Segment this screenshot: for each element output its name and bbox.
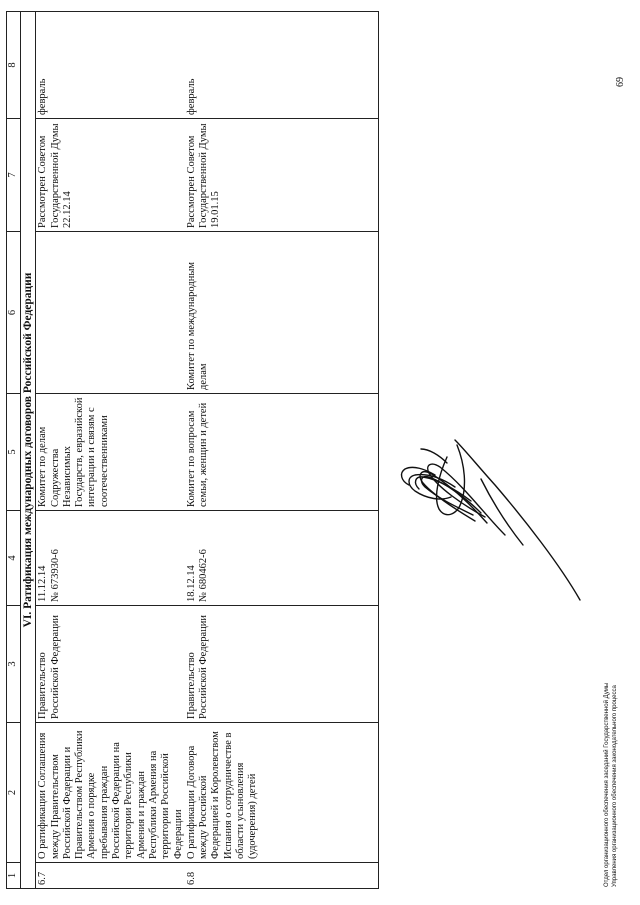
column-number: 3 bbox=[7, 606, 21, 723]
bill-term: февраль bbox=[36, 12, 185, 119]
bill-registration bbox=[36, 511, 185, 606]
page-number: 69 bbox=[615, 77, 626, 87]
column-number: 1 bbox=[7, 863, 21, 889]
bill-registration bbox=[185, 511, 379, 606]
bill-status: Рассмотрен Советом Государственной Думы 22.12.14 bbox=[36, 119, 185, 232]
signature-image bbox=[395, 435, 585, 605]
section-row bbox=[21, 12, 36, 889]
bill-initiator: Правительство Российской Федерации bbox=[185, 606, 379, 723]
section-title: VI. Ратификация международных договоров Российской Федерации bbox=[21, 12, 36, 889]
co-executor-committee bbox=[36, 232, 185, 394]
responsible-committee: Комитет по вопросам семьи, женщин и детей bbox=[185, 394, 379, 511]
responsible-committee: Комитет по делам Содружества Независимых Государств, евразийской интеграции и связям с соотечественниками bbox=[36, 394, 185, 511]
bill-number: № 680462-6 bbox=[198, 549, 210, 602]
column-number: 7 bbox=[7, 119, 21, 232]
document-footer bbox=[603, 683, 619, 887]
row-number: 6.7 bbox=[36, 863, 185, 889]
row-number: 6.8 bbox=[185, 863, 379, 889]
bill-title: О ратификации Соглашения между Правительством Российской Федерации и Правительством Республики Армения о порядке пребывания граждан Российской Федерации на территории Республики Армения и граждан Республики Армения на территории Российской Федерации bbox=[36, 723, 185, 863]
column-numbers-row bbox=[7, 12, 21, 889]
co-executor-committee: Комитет по международным делам bbox=[185, 232, 379, 394]
bill-term: февраль bbox=[185, 12, 379, 119]
column-number: 8 bbox=[7, 12, 21, 119]
column-number: 5 bbox=[7, 394, 21, 511]
bill-title: О ратификации Договора между Российской Федерацией и Королевством Испания о сотрудничестве в области усыновления (удочерения) детей bbox=[185, 723, 379, 863]
column-number: 6 bbox=[7, 232, 21, 394]
table-row bbox=[185, 12, 379, 889]
footer-line-2: Управления организационного обеспечения законодательного процесса bbox=[612, 685, 618, 887]
table-row bbox=[36, 12, 185, 889]
bill-date: 11.12.14 bbox=[37, 565, 49, 602]
column-number: 2 bbox=[7, 723, 21, 863]
bill-initiator: Правительство Российской Федерации bbox=[36, 606, 185, 723]
footer-line-1: Отдел организационного обеспечения заседаний Государственной Думы bbox=[604, 682, 610, 887]
bills-table bbox=[6, 11, 379, 889]
bill-date: 18.12.14 bbox=[185, 565, 197, 602]
bill-status: Рассмотрен Советом Государственной Думы 19.01.15 bbox=[185, 119, 379, 232]
bill-number: № 673930-6 bbox=[49, 549, 61, 602]
column-number: 4 bbox=[7, 511, 21, 606]
